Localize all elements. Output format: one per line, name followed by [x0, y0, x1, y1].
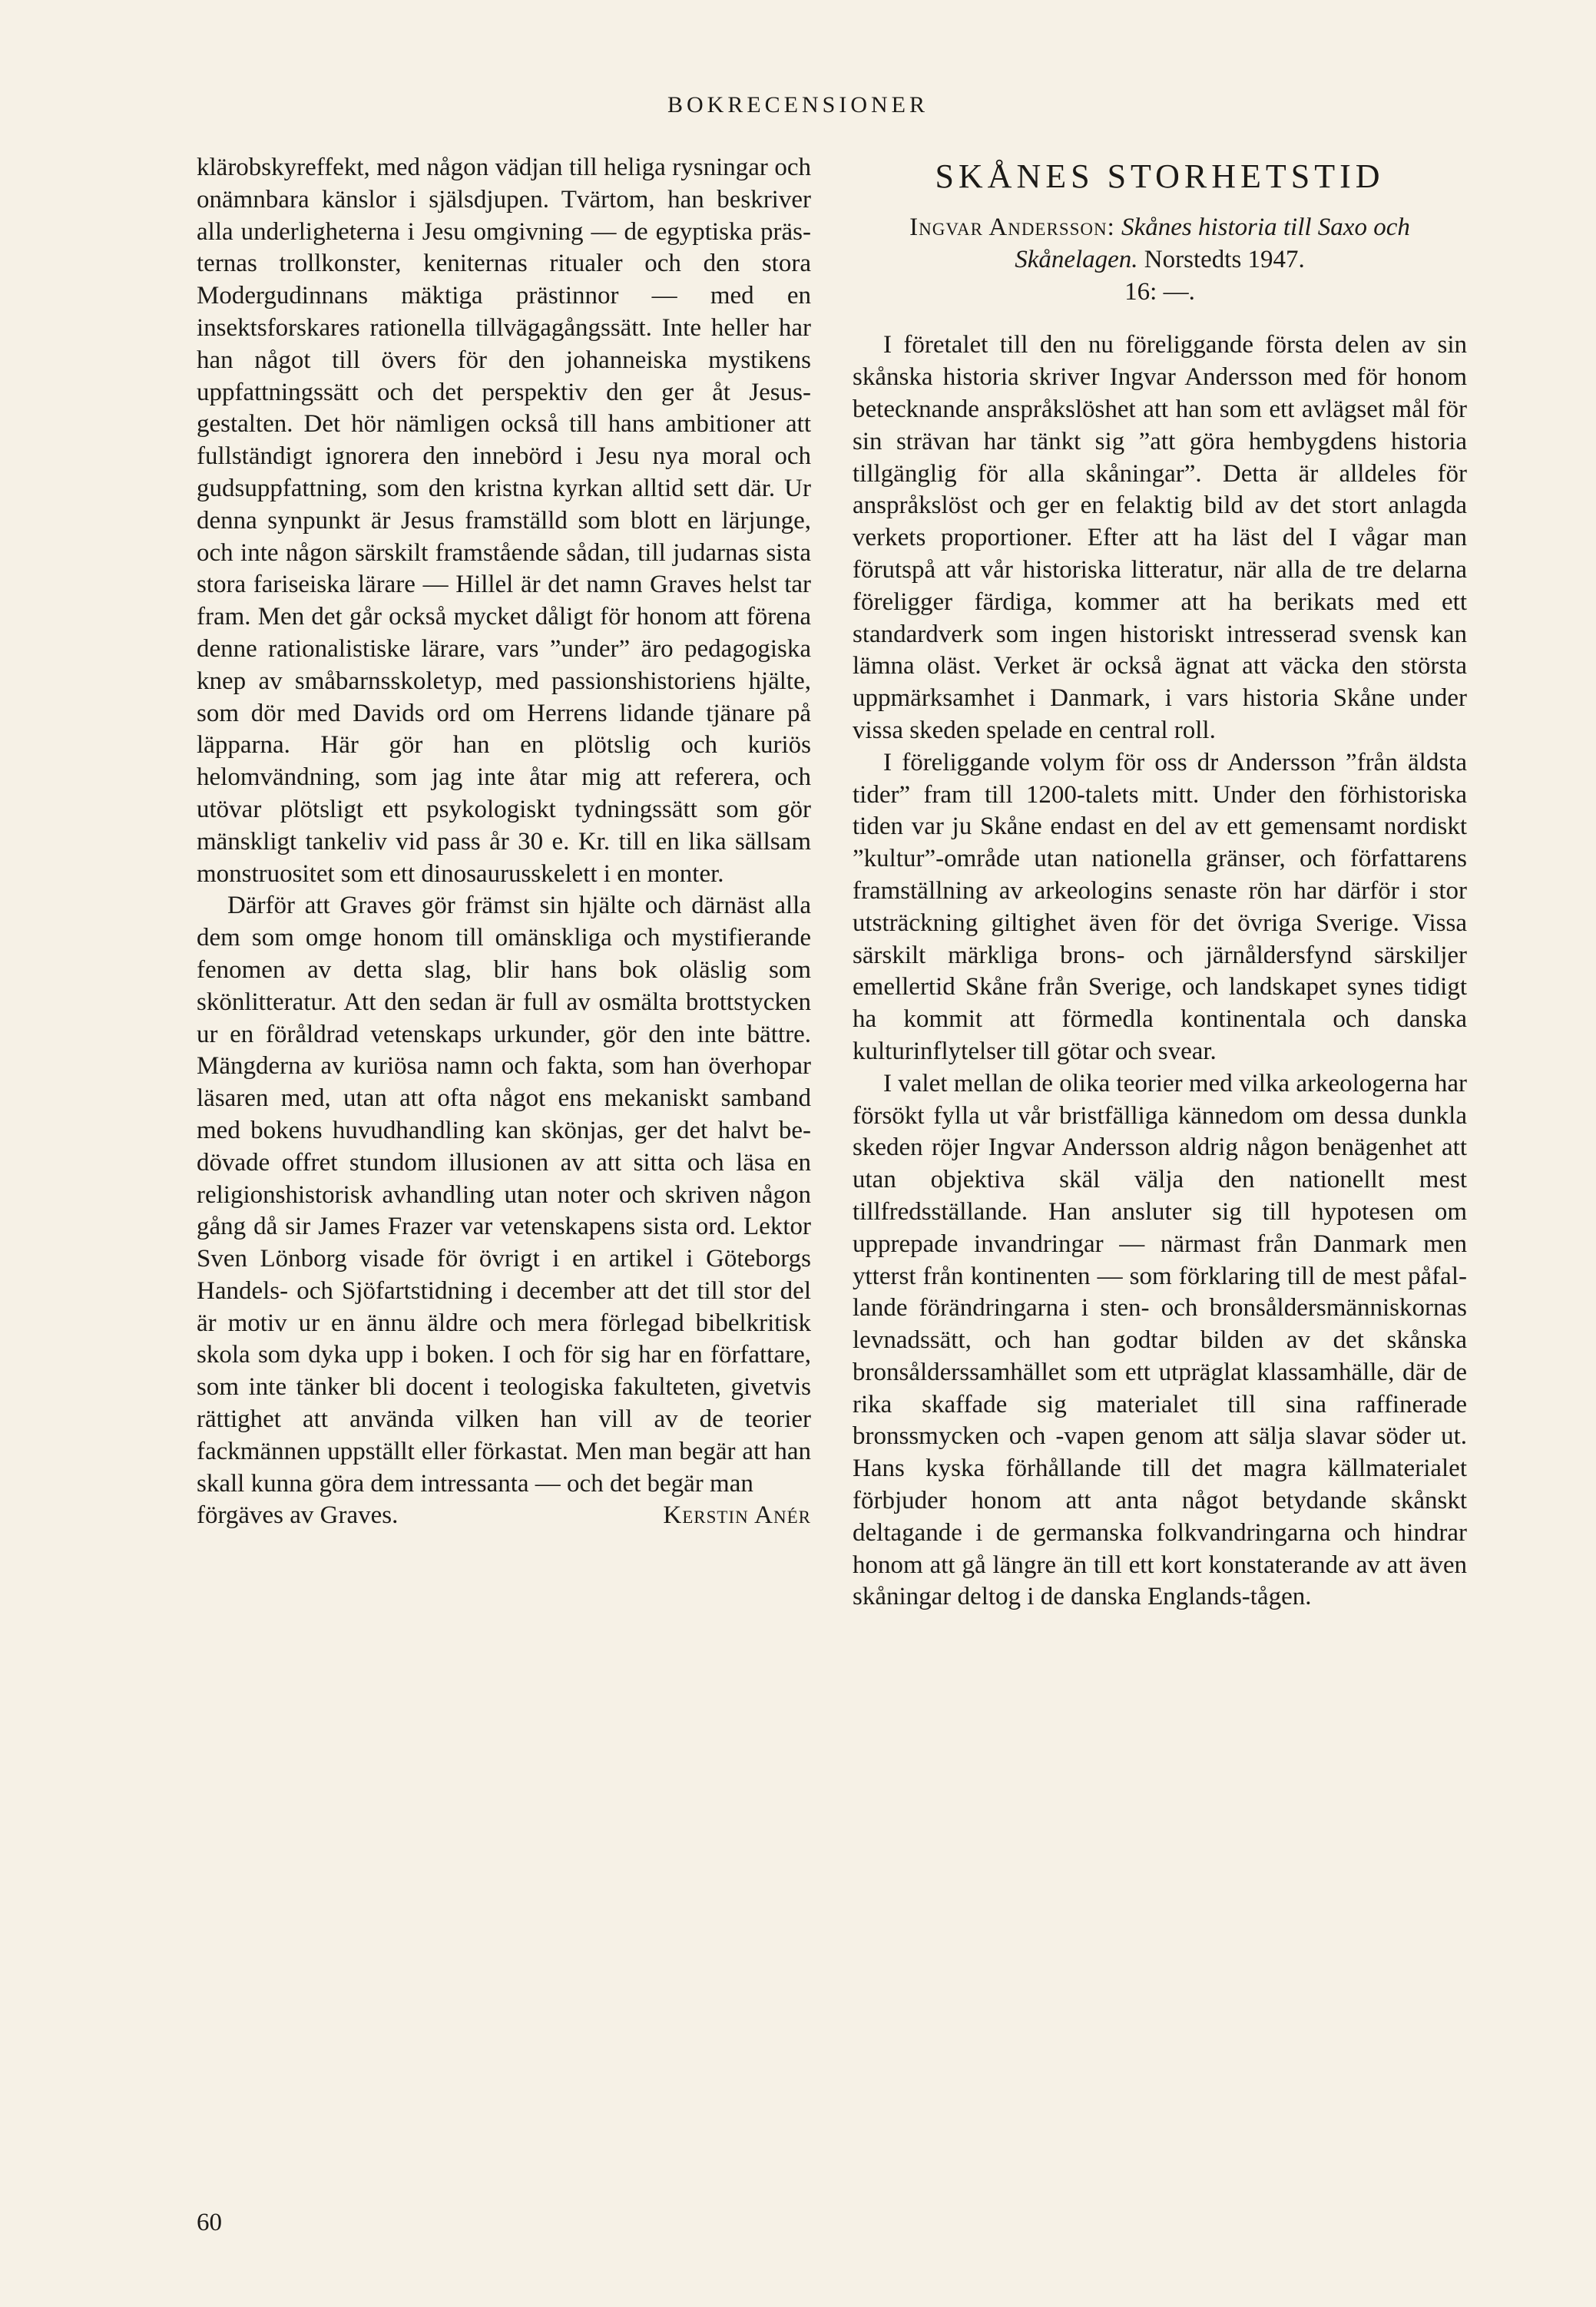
- citation-price: 16: —.: [1124, 277, 1195, 306]
- left-paragraph-2-last-line: förgäves av Graves.: [197, 1501, 399, 1530]
- left-paragraph-1: klärobskyreffekt, med någon vädjan till heliga rysningar och onämnbara känslor i själsdjupen. Tvärtom, han beskriver alla underligheterna i Jesu omgivning — de egyptiska prästernas trollkonster, keniternas ritualer och den stora Modergudinnans mäktiga prästinnor — med en insektsforskares rationella tillvägagångssätt. Inte heller har han något till övers för den johanneiska mystikens uppfattningssätt och det perspektiv den ger åt Jesusgestalten. Det hör nämligen också till hans ambitioner att fullständigt ignorera den innebörd i Jesu nya moral och gudsuppfattning, som den kristna kyrkan alltid sett där. Ur denna synpunkt är Jesus framställd som blott en lärjunge, och inte någon särskilt framstående sådan, till judarnas sista stora fariseiska lärare — Hillel är det namn Graves helst tar fram. Men det går också mycket dåligt för honom att förena denne rationalistiske lärare, vars ”under” äro pedagogiska knep av småbarnsskoletyp, med passionshistoriens hjälte, som dör med Davids ord om Herrens lidande tjänare på läpparna. Här gör han en plötslig och kuriös helomvändning, som jag inte åtar mig att referera, och utövar plötsligt ett psykologiskt tydningssätt som gör mänskligt tankeliv vid pass år 30 e. Kr. till en lika sällsam monstruositet som ett dinosaurusskelett i en monter.: [197, 154, 811, 888]
- right-column: [853, 152, 1467, 1614]
- left-paragraph-2: Därför att Graves gör främst sin hjälte och därnäst alla dem som omge honom till omänskliga och mystifierande fenomen av detta slag, blir hans bok oläslig som skönlitteratur. Att den sedan är full av osmälta brottstycken ur en föråldrad vetenskaps urkunder, gör den inte bättre. Mängderna av kuriösa namn och fakta, som han överhopar läsaren med, utan att ofta något ens mekaniskt samband med bokens huvudhandling kan skönjas, ger det halvt bedövade offret stundom illusionen av att sitta och läsa en religionshistorisk avhandling utan noter och skriven någon gång då sir James Frazer var vetenskapens sista ord. Lektor Sven Lönborg visade för övrigt i en artikel i Göteborgs Handels- och Sjöfartstidning i december att det till stor del är motiv ur en ännu äldre och mera förlegad bibelkritisk skola som dyka upp i boken. I och för sig har en författare, som inte tänker bli docent i teologiska fakulteten, givetvis rättighet att använda vilken han vill av de teorier fackmännen uppställt eller förkastat. Men man begär att han skall kunna göra dem intressanta — och det begär man: [197, 892, 811, 1498]
- page-number: 60: [197, 2209, 222, 2236]
- right-paragraph-1: I företalet till den nu föreliggande första delen av sin skånska historia skriver Ingvar Andersson med för honom betecknande anspråkslöshet att han som ett avlägset mål för sin strävan har tänkt sig ”att göra hembygdens historia tillgänglig för alla skåningar”. Detta är alldeles för anspråkslöst och ger en felaktig bild av det stort anlagda verkets proportioner. Efter att ha läst del I vågar man förutspå att vår historiska litteratur, när alla de tre delarna föreligger färdiga, kommer att ha berikats med ett standardverk som ingen historiskt intresserad svensk kan lämna oläst. Verket är också ägnat att väcka den största uppmärksamhet i Danmark, i vars historia Skåne under vissa skeden spelade en central roll.: [853, 331, 1467, 744]
- left-column: [197, 152, 811, 1532]
- citation-publisher: Norstedts 1947.: [1144, 245, 1305, 273]
- citation-title: Skånes historia till Saxo och Skånelagen.: [1015, 213, 1410, 273]
- running-head: BOKRECENSIONER: [667, 92, 929, 118]
- citation-author: Ingvar Andersson:: [909, 213, 1115, 241]
- review-signature-line: [197, 1500, 811, 1532]
- reviewer-signature: Kerstin Anér: [663, 1501, 811, 1530]
- book-citation: [853, 212, 1467, 308]
- right-paragraph-2: I föreliggande volym för oss dr Andersson ”från äldsta tider” fram till 1200-talets mitt. Under den förhistoriska tiden var ju Skåne endast en del av ett gemensamt nordiskt ”kultur”-område utan nationella gränser, och författarens framställning av arkeologins senaste rön har därför i stor utsträckning giltighet även för det övriga Sverige. Vissa särskilt märkliga brons- och järnåldersfynd särskiljer emellertid Skåne från Sverige, och landskapet synes tidigt ha kommit att förmedla kontinentala och danska kulturinflytelser till götar och svear.: [853, 748, 1467, 1065]
- review-title: SKÅNES STORHETSTID: [935, 157, 1385, 195]
- right-paragraph-3: I valet mellan de olika teorier med vilka arkeologerna har försökt fylla ut vår bristfälliga kännedom om dessa dunkla skeden röjer Ingvar Andersson aldrig någon benägenhet att utan objektiva skäl välja den nationellt mest tillfredsställande. Han ansluter sig till hypotesen om upprepade invandringar — närmast från Danmark men ytterst från kontinenten — som förklaring till de mest påfallande förändringarna i sten- och bronsåldersmänniskornas levnadssätt, och han godtar bilden av det skånska bronsålderssamhället som ett utpräglat klassamhälle, där de rika skaffade sig materialet till sina raffinerade bronssmycken och -vapen genom att sälja slavar söder ut. Hans kyska förhållande till det magra källmaterialet förbjuder honom att anta något betydande skånskt deltagande i de germanska folkvandringarna och hindrar honom att gå längre än till ett kort konstaterande av att även skåningar deltog i de danska Englands-tågen.: [853, 1069, 1467, 1611]
